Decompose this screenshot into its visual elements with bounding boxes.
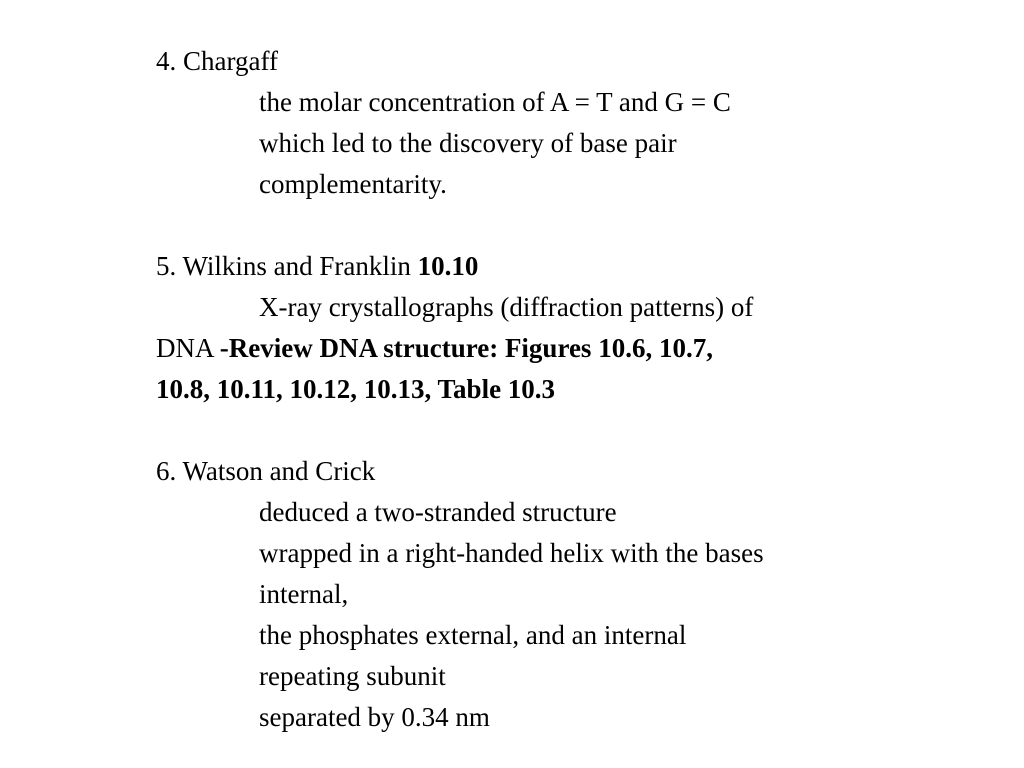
wilkins-franklin-line-1: X-ray crystallographs (diffraction patterns) of xyxy=(259,292,754,322)
wilkins-franklin-figure-ref: 10.10 xyxy=(417,251,479,281)
wilkins-franklin-line-2 xyxy=(156,331,713,365)
watson-crick-line-1: deduced a two-stranded structure xyxy=(259,497,617,527)
chargaff-line-3: complementarity. xyxy=(259,169,447,199)
watson-crick-line-3: internal, xyxy=(259,579,349,609)
review-note-continued: 10.8, 10.11, 10.12, 10.13, Table 10.3 xyxy=(156,374,556,404)
watson-crick-line-2: wrapped in a right-handed helix with the bases xyxy=(259,538,764,568)
wilkins-franklin-heading-text: 5. Wilkins and Franklin xyxy=(156,251,418,281)
chargaff-line-2: which led to the discovery of base pair xyxy=(259,128,677,158)
chargaff-line-1: the molar concentration of A = T and G = C xyxy=(259,87,731,117)
watson-crick-line-6: separated by 0.34 nm xyxy=(259,702,490,732)
watson-crick-heading: 6. Watson and Crick xyxy=(156,456,376,486)
chargaff-heading: 4. Chargaff xyxy=(156,46,278,76)
watson-crick-line-4: the phosphates external, and an internal xyxy=(259,620,687,650)
watson-crick-line-5: repeating subunit xyxy=(259,661,446,691)
wilkins-franklin-line-2-prefix: DNA xyxy=(156,333,220,363)
review-note: -Review DNA structure: Figures 10.6, 10.7, xyxy=(219,333,713,363)
wilkins-franklin-heading xyxy=(156,249,478,283)
